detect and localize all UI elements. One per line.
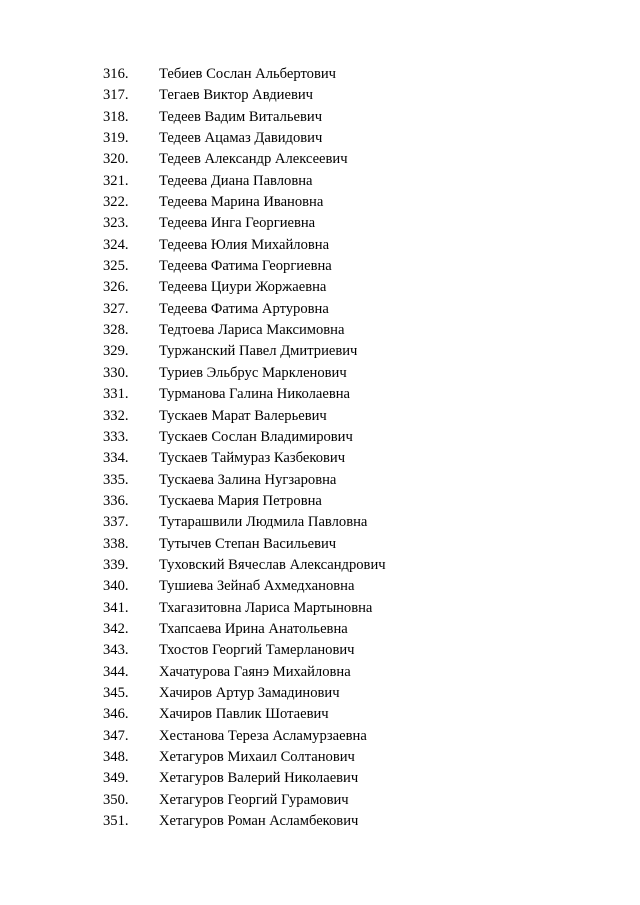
entry-name: Тутарашвили Людмила Павловна <box>159 514 368 531</box>
entry-number: 333. <box>103 428 129 445</box>
entry-name: Хетагуров Валерий Николаевич <box>159 770 359 787</box>
entry-name: Тускаева Залина Нугзаровна <box>159 471 337 488</box>
entry-name: Хачиров Павлик Шотаевич <box>159 706 329 723</box>
entry-number: 316. <box>103 66 129 82</box>
entry-number: 326. <box>103 279 129 296</box>
entry-number: 338. <box>103 535 129 552</box>
list-item <box>0 448 640 469</box>
list-item <box>0 619 640 640</box>
list-item <box>0 171 640 192</box>
entry-name: Тедеев Вадим Витальевич <box>159 108 323 125</box>
entry-number: 319. <box>103 130 129 147</box>
entry-number: 349. <box>103 770 129 787</box>
entry-name: Тхагазитовна Лариса Мартыновна <box>159 599 373 616</box>
list-item <box>0 277 640 298</box>
list-item <box>0 534 640 555</box>
entry-number: 332. <box>103 407 129 424</box>
entry-name: Тускаев Сослан Владимирович <box>159 428 353 445</box>
list-item <box>0 768 640 789</box>
name-list <box>0 64 640 832</box>
entry-number: 351. <box>103 813 129 830</box>
list-item <box>0 406 640 427</box>
list-item <box>0 683 640 704</box>
entry-number: 318. <box>103 108 129 125</box>
entry-name: Тхостов Георгий Тамерланович <box>159 642 355 659</box>
entry-name: Тедтоева Лариса Максимовна <box>159 322 345 339</box>
list-item <box>0 320 640 341</box>
list-item <box>0 576 640 597</box>
entry-name: Тедеев Ацамаз Давидович <box>159 130 323 147</box>
list-item <box>0 662 640 683</box>
entry-name: Хетагуров Георгий Гурамович <box>159 791 349 808</box>
entry-number: 336. <box>103 492 129 509</box>
entry-number: 330. <box>103 364 129 381</box>
entry-number: 322. <box>103 194 129 211</box>
entry-number: 320. <box>103 151 129 168</box>
list-item <box>0 491 640 512</box>
entry-name: Хетагуров Михаил Солтанович <box>159 749 355 765</box>
entry-number: 324. <box>103 236 129 253</box>
entry-number: 325. <box>103 258 129 275</box>
list-item <box>0 512 640 533</box>
list-item <box>0 790 640 811</box>
entry-name: Тедеева Диана Павловна <box>159 172 313 189</box>
entry-number: 342. <box>103 620 129 637</box>
list-item <box>0 149 640 170</box>
list-item <box>0 256 640 277</box>
entry-name: Турманова Галина Николаевна <box>159 386 351 403</box>
entry-name: Хачатурова Гаянэ Михайловна <box>159 663 351 680</box>
list-item <box>0 128 640 149</box>
list-item <box>0 640 640 661</box>
entry-name: Тегаев Виктор Авдиевич <box>159 87 314 104</box>
entry-name: Тедеева Инга Георгиевна <box>159 215 316 232</box>
entry-name: Туржанский Павел Дмитриевич <box>159 343 358 360</box>
entry-name: Туриев Эльбрус Маркленович <box>159 364 347 381</box>
entry-name: Тедеева Фатима Георгиевна <box>159 258 332 275</box>
entry-number: 337. <box>103 514 129 531</box>
entry-number: 334. <box>103 450 129 467</box>
entry-number: 321. <box>103 172 129 189</box>
list-item <box>0 64 640 85</box>
entry-name: Тедеев Александр Алексеевич <box>159 151 348 168</box>
entry-name: Тушиева Зейнаб Ахмедхановна <box>159 578 355 595</box>
entry-number: 346. <box>103 706 129 723</box>
entry-name: Тускаева Мария Петровна <box>159 492 322 509</box>
list-item <box>0 811 640 832</box>
list-item <box>0 107 640 128</box>
entry-name: Тедеева Фатима Артуровна <box>159 300 329 317</box>
list-item <box>0 235 640 256</box>
entry-name: Тхапсаева Ирина Анатольевна <box>159 620 348 637</box>
list-item <box>0 363 640 384</box>
entry-number: 331. <box>103 386 129 403</box>
entry-number: 329. <box>103 343 129 360</box>
entry-name: Хестанова Тереза Асламурзаевна <box>159 727 367 744</box>
list-item <box>0 555 640 576</box>
entry-name: Хачиров Артур Замадинович <box>159 684 340 701</box>
entry-number: 341. <box>103 599 129 616</box>
entry-number: 343. <box>103 642 129 659</box>
entry-number: 340. <box>103 578 129 595</box>
entry-number: 317. <box>103 87 129 104</box>
entry-name: Тедеева Юлия Михайловна <box>159 236 330 253</box>
list-item <box>0 704 640 725</box>
list-item <box>0 747 640 768</box>
entry-name: Тутычев Степан Васильевич <box>159 535 337 552</box>
list-item <box>0 427 640 448</box>
entry-number: 339. <box>103 556 129 573</box>
list-item <box>0 470 640 491</box>
entry-number: 327. <box>103 300 129 317</box>
entry-name: Тускаев Таймураз Казбекович <box>159 450 346 467</box>
entry-number: 344. <box>103 663 129 680</box>
entry-number: 347. <box>103 727 129 744</box>
list-item <box>0 213 640 234</box>
list-item <box>0 726 640 747</box>
list-item <box>0 384 640 405</box>
list-item <box>0 341 640 362</box>
entry-number: 323. <box>103 215 129 232</box>
entry-number: 348. <box>103 749 129 765</box>
entry-name: Туховский Вячеслав Александрович <box>159 556 386 573</box>
entry-number: 350. <box>103 791 129 808</box>
list-item <box>0 598 640 619</box>
entry-number: 345. <box>103 684 129 701</box>
list-item <box>0 299 640 320</box>
list-item <box>0 85 640 106</box>
entry-name: Тускаев Марат Валерьевич <box>159 407 327 424</box>
entry-number: 335. <box>103 471 129 488</box>
entry-name: Тедеева Марина Ивановна <box>159 194 324 211</box>
entry-name: Хетагуров Роман Асламбекович <box>159 813 359 830</box>
entry-number: 328. <box>103 322 129 339</box>
entry-name: Тедеева Циури Жоржаевна <box>159 279 327 296</box>
list-item <box>0 192 640 213</box>
entry-name: Тебиев Сослан Альбертович <box>159 66 336 82</box>
